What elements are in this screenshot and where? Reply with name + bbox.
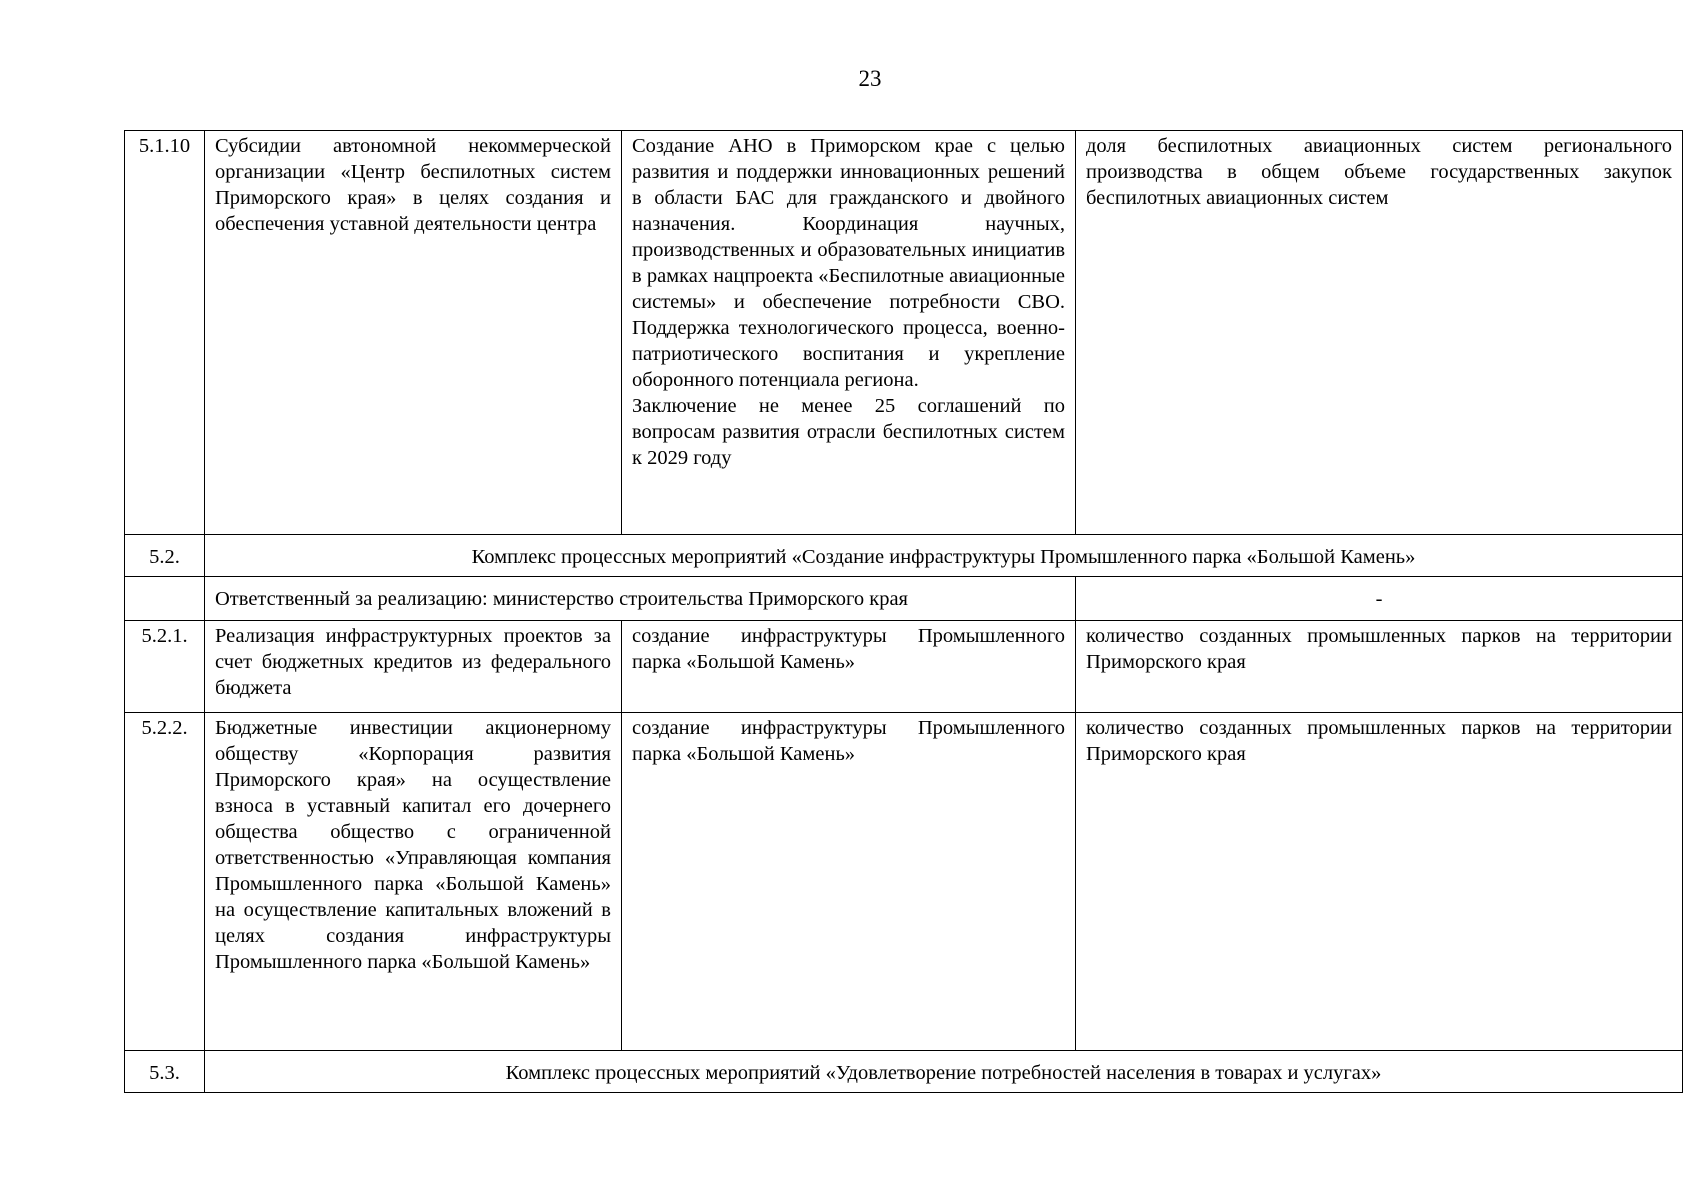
row-number: 5.2.2. (125, 713, 205, 1051)
responsible-right: - (1076, 577, 1683, 621)
measure-result: создание инфраструктуры Промышленного парка «Большой Камень» (622, 621, 1076, 713)
measures-table (124, 130, 1683, 1093)
table-row-responsible (125, 577, 1683, 621)
result-paragraph: Создание АНО в Приморском крае с целью развития и поддержки инновационных решений в области БАС для гражданского и двойного назначения. Координация научных, производственных и образовательных инициатив в рамках нацпроекта «Беспилотные авиационные системы» и обеспечение потребности СВО. Поддержка технологического процесса, военно-патриотического воспитания и укрепление оборонного потенциала региона. (632, 135, 1065, 391)
row-number: 5.2. (125, 535, 205, 577)
measure-indicator: количество созданных промышленных парков на территории Приморского края (1076, 621, 1683, 713)
row-number: 5.2.1. (125, 621, 205, 713)
result-paragraph: Заключение не менее 25 соглашений по вопросам развития отрасли беспилотных систем к 2029 году (632, 395, 1065, 469)
row-number: 5.1.10 (125, 131, 205, 535)
measure-name: Реализация инфраструктурных проектов за счет бюджетных кредитов из федерального бюджета (205, 621, 622, 713)
measure-name: Субсидии автономной некоммерческой организации «Центр беспилотных систем Приморского края» в целях создания и обеспечения уставной деятельности центра (205, 131, 622, 535)
measure-result (622, 131, 1076, 535)
row-number (125, 577, 205, 621)
row-number: 5.3. (125, 1051, 205, 1093)
responsible-text: Ответственный за реализацию: министерство строительства Приморского края (205, 577, 1076, 621)
table-row (125, 131, 1683, 535)
page-number: 23 (858, 66, 882, 91)
table-row-group (125, 1051, 1683, 1093)
measure-name: Бюджетные инвестиции акционерному обществу «Корпорация развития Приморского края» на осуществление взноса в уставный капитал его дочернего общества общество с ограниченной ответственностью «Управляющая компания Промышленного парка «Большой Камень» на осуществление капитальных вложений в целях создания инфраструктуры Промышленного парка «Большой Камень» (205, 713, 622, 1051)
table-row-group (125, 535, 1683, 577)
measure-indicator: количество созданных промышленных парков на территории Приморского края (1076, 713, 1683, 1051)
group-title: Комплекс процессных мероприятий «Удовлетворение потребностей населения в товарах и услугах» (205, 1051, 1683, 1093)
measure-indicator: доля беспилотных авиационных систем регионального производства в общем объеме государственных закупок беспилотных авиационных систем (1076, 131, 1683, 535)
table-row (125, 621, 1683, 713)
measure-result: создание инфраструктуры Промышленного парка «Большой Камень» (622, 713, 1076, 1051)
table-row (125, 713, 1683, 1051)
group-title: Комплекс процессных мероприятий «Создание инфраструктуры Промышленного парка «Большой Камень» (205, 535, 1683, 577)
